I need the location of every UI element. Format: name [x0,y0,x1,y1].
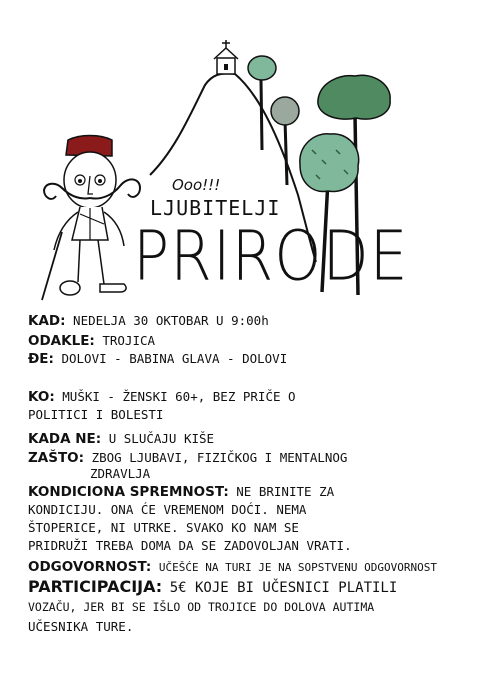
field-ko-label: KO: [28,389,55,405]
field-odakle [28,332,155,350]
field-kada-ne [28,430,214,448]
field-kondicija-value-line3: ŠTOPERICE, NI UTRKE. SVAKO KO NAM SE [28,520,299,535]
field-de-value: DOLOVI - BABINA GLAVA - DOLOVI [61,351,288,366]
field-de-label: ĐE: [28,351,54,367]
field-kada-ne-value: U SLUČAJU KIŠE [108,431,215,446]
field-participacija [28,578,397,597]
field-ko-value-line1: MUŠKI - ŽENSKI 60+, BEZ PRIČE O [62,389,296,404]
field-kada-ne-label: KADA NE: [28,431,102,447]
field-de [28,350,287,368]
field-kad [28,312,269,330]
field-zasto [28,449,347,467]
field-participacija-value-line2: VOZAČU, JER BI SE IŠLO OD TROJICE DO DOLOVA AUTIMA [28,600,375,614]
header-exclaim: Ooo!!! [172,176,221,194]
field-odakle-label: ODAKLE: [28,333,95,349]
field-kondicija-label: KONDICIONA SPREMNOST: [28,484,229,500]
field-zasto-label: ZAŠTO: [28,450,85,466]
field-kondicija [28,483,334,501]
field-kad-label: KAD: [28,313,66,329]
field-odakle-value: TROJICA [102,333,156,348]
tree-grey [271,97,299,185]
old-man-character [42,136,140,301]
field-participacija-value-line3: UČESNIKA TURE. [28,619,134,634]
field-kondicija-value-line1: NE BRINITE ZA [236,484,335,499]
field-zasto-value-line1: ZBOG LJUBAVI, FIZIČKOG I MENTALNOG [91,450,348,465]
field-kondicija-value-line2: KONDICIJU. ONA ĆE VREMENOM DOĆI. NEMA [28,502,307,517]
header-subtitle: LJUBITELJI [150,196,281,220]
field-ko-value-line2: POLITICI I BOLESTI [28,407,164,422]
field-odgovornost [28,558,437,576]
field-ko [28,388,296,406]
field-odgovornost-label: ODGOVORNOST: [28,559,152,575]
tree-small-top [248,56,276,150]
field-participacija-label: PARTICIPACIJA: [28,577,163,596]
header-title: PRIRODE [133,216,409,297]
field-zasto-value-line2: ZDRAVLJA [90,466,151,481]
field-kad-value: NEDELJA 30 OKTOBAR U 9:00h [73,313,269,328]
field-kondicija-value-line4: PRIDRUŽI TREBA DOMA DA SE ZADOVOLJAN VRATI. [28,538,352,553]
field-participacija-value-line1: 5€ KOJE BI UČESNICI PLATILI [169,580,398,596]
field-odgovornost-value: UČEŠĆE NA TURI JE NA SOPSTVENU ODGOVORNOST [158,561,438,574]
